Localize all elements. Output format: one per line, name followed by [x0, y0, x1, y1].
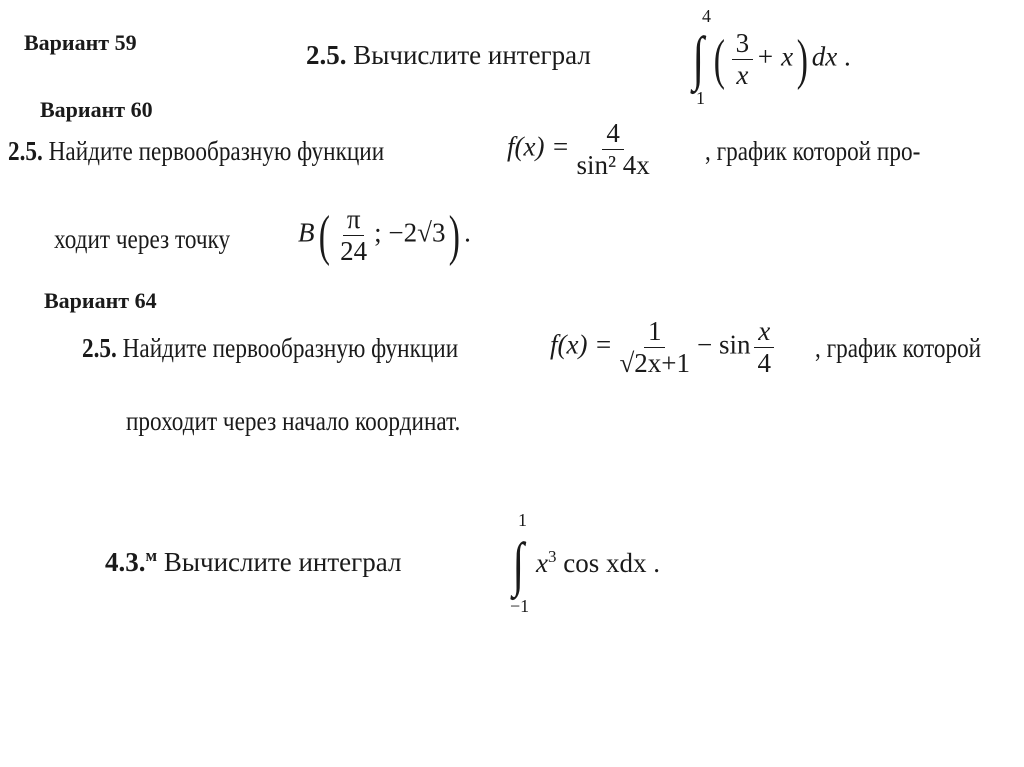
v60-pt-den: 24	[340, 236, 368, 266]
v59-integrand	[710, 30, 851, 89]
v60-frac-den: sin² 4x	[576, 150, 650, 180]
v60-end2: .	[464, 217, 471, 248]
v64-after-text: , график которой	[815, 333, 982, 363]
v60-task-line2	[54, 226, 259, 253]
v60-after-text: , график которой про-	[705, 136, 921, 166]
task43-x: x	[536, 548, 548, 578]
v60-task-text: Найдите первообразную функции	[48, 136, 385, 166]
v60-task-line1	[8, 138, 445, 165]
right-paren-icon: )	[796, 28, 809, 91]
v59-int-upper: 4	[702, 6, 711, 26]
v64-fx: f(x) =	[550, 329, 613, 360]
v59-integral	[690, 4, 890, 108]
v59-end: .	[844, 41, 851, 72]
v64-frac1-den: √2x+1	[619, 348, 690, 378]
right-paren-icon: )	[449, 204, 461, 267]
v64-after	[815, 335, 1008, 362]
variant-64-label: Вариант 64	[44, 288, 157, 313]
v59-int-lower: 1	[696, 88, 705, 108]
v64-task-text: Найдите первообразную функции	[122, 333, 459, 363]
task43-power: 3	[547, 547, 557, 566]
task43-rest: cos xdx	[563, 548, 647, 578]
task43-int-lower: −1	[510, 596, 530, 616]
v60-pt-tail: ; −2√3	[374, 217, 446, 248]
v64-frac2-num: x	[754, 318, 774, 348]
task43-end: .	[653, 548, 660, 578]
v60-point-name: B	[298, 217, 315, 248]
v60-function	[507, 120, 657, 179]
v64-task-number: 2.5.	[82, 333, 117, 363]
task43-int-upper: 1	[518, 510, 527, 530]
v64-function	[550, 318, 778, 377]
integral-sign-icon: ∫	[512, 531, 524, 597]
task43-integrand	[536, 548, 660, 577]
task43-text-block	[105, 547, 401, 576]
left-paren-icon: (	[318, 204, 330, 267]
v64-frac1-num: 1	[644, 318, 666, 348]
v59-task-number: 2.5.	[306, 40, 347, 70]
v60-line2-text: ходит через точку	[54, 224, 231, 254]
v64-minus-sin: − sin	[696, 329, 751, 360]
v60-frac-num: 4	[602, 120, 624, 150]
v59-task	[306, 42, 591, 69]
v64-line2-text: проходит через начало координат.	[126, 406, 461, 436]
v59-frac-den: x	[736, 60, 749, 90]
v60-after	[705, 138, 955, 165]
v59-tail: + x	[756, 41, 794, 72]
v60-fx: f(x) =	[507, 131, 570, 162]
left-paren-icon: (	[713, 28, 725, 91]
variant-59-label: Вариант 59	[24, 30, 137, 55]
v60-point	[298, 206, 471, 265]
v59-frac-num: 3	[732, 30, 754, 60]
v59-task-text: Вычислите интеграл	[353, 40, 591, 70]
v64-task-line1	[82, 335, 519, 362]
v60-task-number: 2.5.	[8, 136, 43, 166]
v60-pt-num: π	[343, 206, 365, 236]
variant-60-label: Вариант 60	[40, 97, 153, 122]
v64-task-line2	[126, 408, 515, 435]
v59-dx: dx	[811, 41, 838, 72]
task43-mark: м	[145, 546, 158, 565]
task43-text: Вычислите интеграл	[163, 547, 402, 577]
task43-number: 4.3.	[105, 547, 146, 577]
v64-frac2-den: 4	[757, 348, 771, 378]
task43-integral	[510, 510, 710, 620]
integral-sign-icon: ∫	[692, 25, 704, 91]
